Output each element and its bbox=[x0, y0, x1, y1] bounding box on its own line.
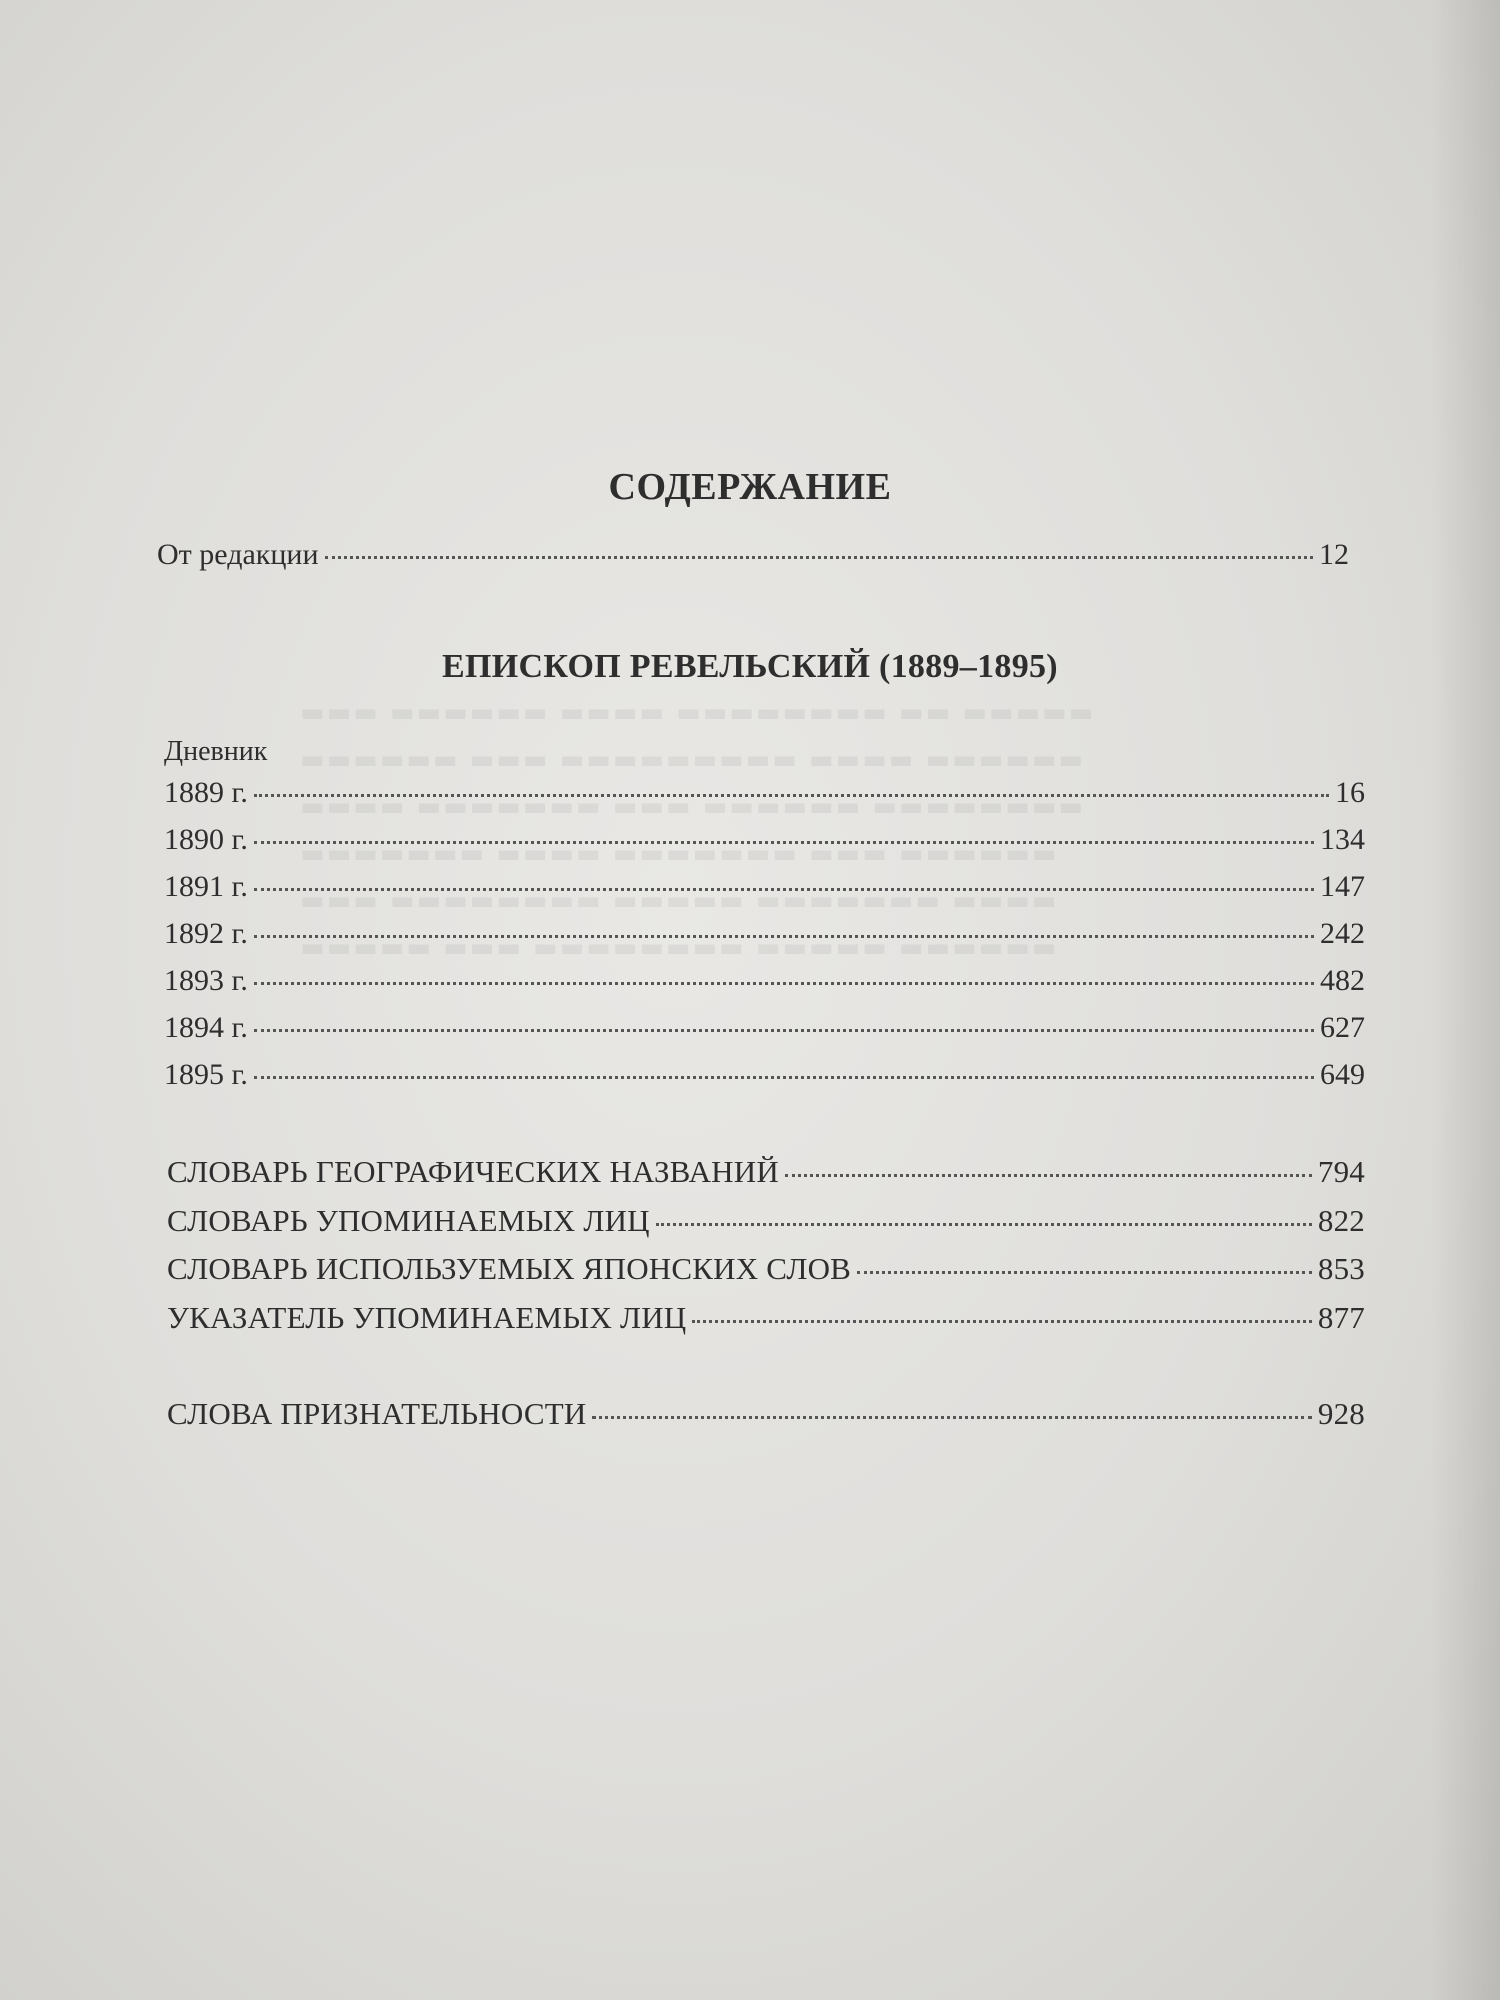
toc-entry-year[interactable] bbox=[164, 1013, 1365, 1043]
toc-entry-page: 649 bbox=[1320, 1058, 1365, 1091]
toc-entry-page: 794 bbox=[1317, 1154, 1365, 1189]
leader-dots bbox=[254, 982, 1314, 985]
toc-entry-year[interactable] bbox=[164, 778, 1365, 808]
leader-dots bbox=[692, 1320, 1311, 1323]
toc-entry-label: СЛОВАРЬ ИСПОЛЬЗУЕМЫХ ЯПОНСКИХ СЛОВ bbox=[167, 1251, 852, 1286]
toc-entry-page: 482 bbox=[1320, 964, 1365, 997]
toc-entry-intro[interactable] bbox=[157, 540, 1349, 570]
toc-entry-year[interactable] bbox=[164, 919, 1365, 949]
toc-entry-label: СЛОВАРЬ ГЕОГРАФИЧЕСКИХ НАЗВАНИЙ bbox=[167, 1154, 779, 1189]
toc-entry-label: СЛОВА ПРИЗНАТЕЛЬНОСТИ bbox=[167, 1396, 587, 1431]
toc-entry-label: От редакции bbox=[157, 538, 319, 571]
toc-entry-page: 627 bbox=[1320, 1011, 1365, 1044]
toc-entry-label: 1894 г. bbox=[164, 1011, 248, 1044]
diary-subheading: Дневник bbox=[164, 736, 268, 767]
page-edge-shadow bbox=[1430, 0, 1500, 2000]
show-through-texture: ▬▬▬ ▬▬▬▬▬▬ ▬▬▬▬ ▬▬▬▬▬▬▬▬ ▬▬ ▬▬▬▬▬ ▬▬▬▬▬▬ ▬▬▬ ▬▬▬▬▬▬▬▬▬ ▬▬▬▬ ▬▬▬▬▬▬ ▬▬▬▬ ▬▬▬▬▬▬▬ ▬▬▬ ▬▬▬▬▬▬ ▬▬▬▬▬▬▬▬ ▬▬▬▬▬▬▬ ▬▬▬▬ ▬▬▬▬▬▬▬ ▬▬▬ ▬▬▬▬▬▬ ▬▬▬ ▬▬▬▬▬▬▬▬ ▬▬▬▬▬ ▬▬▬▬▬▬▬ ▬▬▬▬ ▬▬▬▬▬ ▬▬▬ ▬▬▬▬▬▬▬▬ ▬▬▬▬▬ ▬▬▬▬▬▬ bbox=[300, 698, 1096, 963]
toc-entry-page: 928 bbox=[1317, 1396, 1365, 1431]
leader-dots bbox=[592, 1416, 1311, 1419]
leader-dots bbox=[785, 1174, 1312, 1177]
toc-entry-persons-index[interactable] bbox=[167, 1302, 1365, 1333]
toc-entry-label: 1892 г. bbox=[164, 917, 248, 950]
toc-entry-label: УКАЗАТЕЛЬ УПОМИНАЕМЫХ ЛИЦ bbox=[167, 1300, 687, 1335]
toc-entry-label: 1895 г. bbox=[164, 1058, 248, 1091]
leader-dots bbox=[325, 556, 1313, 559]
toc-entry-persons-dictionary[interactable] bbox=[167, 1205, 1365, 1236]
toc-entry-label: 1889 г. bbox=[164, 776, 248, 809]
toc-entry-label: 1890 г. bbox=[164, 823, 248, 856]
toc-entry-label: 1893 г. bbox=[164, 964, 248, 997]
toc-entry-label: СЛОВАРЬ УПОМИНАЕМЫХ ЛИЦ bbox=[167, 1203, 650, 1238]
leader-dots bbox=[254, 794, 1329, 797]
toc-entry-page: 822 bbox=[1317, 1203, 1365, 1238]
leader-dots bbox=[254, 1029, 1314, 1032]
toc-entry-japanese-words[interactable] bbox=[167, 1253, 1365, 1284]
toc-entry-page: 12 bbox=[1319, 538, 1349, 571]
leader-dots bbox=[254, 1076, 1314, 1079]
toc-entry-page: 853 bbox=[1317, 1251, 1365, 1286]
toc-entry-label: 1891 г. bbox=[164, 870, 248, 903]
toc-entry-page: 877 bbox=[1317, 1300, 1365, 1335]
toc-entry-page: 16 bbox=[1335, 776, 1365, 809]
toc-entry-year[interactable] bbox=[164, 872, 1365, 902]
toc-entry-page: 242 bbox=[1320, 917, 1365, 950]
toc-entry-acknowledgments[interactable] bbox=[167, 1398, 1365, 1429]
toc-entry-page: 134 bbox=[1320, 823, 1365, 856]
toc-entry-geo-dictionary[interactable] bbox=[167, 1156, 1365, 1187]
toc-entry-year[interactable] bbox=[164, 966, 1365, 996]
page-title: СОДЕРЖАНИЕ bbox=[608, 466, 892, 508]
leader-dots bbox=[254, 935, 1314, 938]
leader-dots bbox=[254, 841, 1314, 844]
leader-dots bbox=[254, 888, 1314, 891]
leader-dots bbox=[656, 1223, 1312, 1226]
toc-entry-year[interactable] bbox=[164, 1060, 1365, 1090]
section-heading: ЕПИСКОП РЕВЕЛЬСКИЙ (1889–1895) bbox=[442, 648, 1058, 685]
toc-entry-year[interactable] bbox=[164, 825, 1365, 855]
toc-entry-page: 147 bbox=[1320, 870, 1365, 903]
leader-dots bbox=[857, 1271, 1312, 1274]
